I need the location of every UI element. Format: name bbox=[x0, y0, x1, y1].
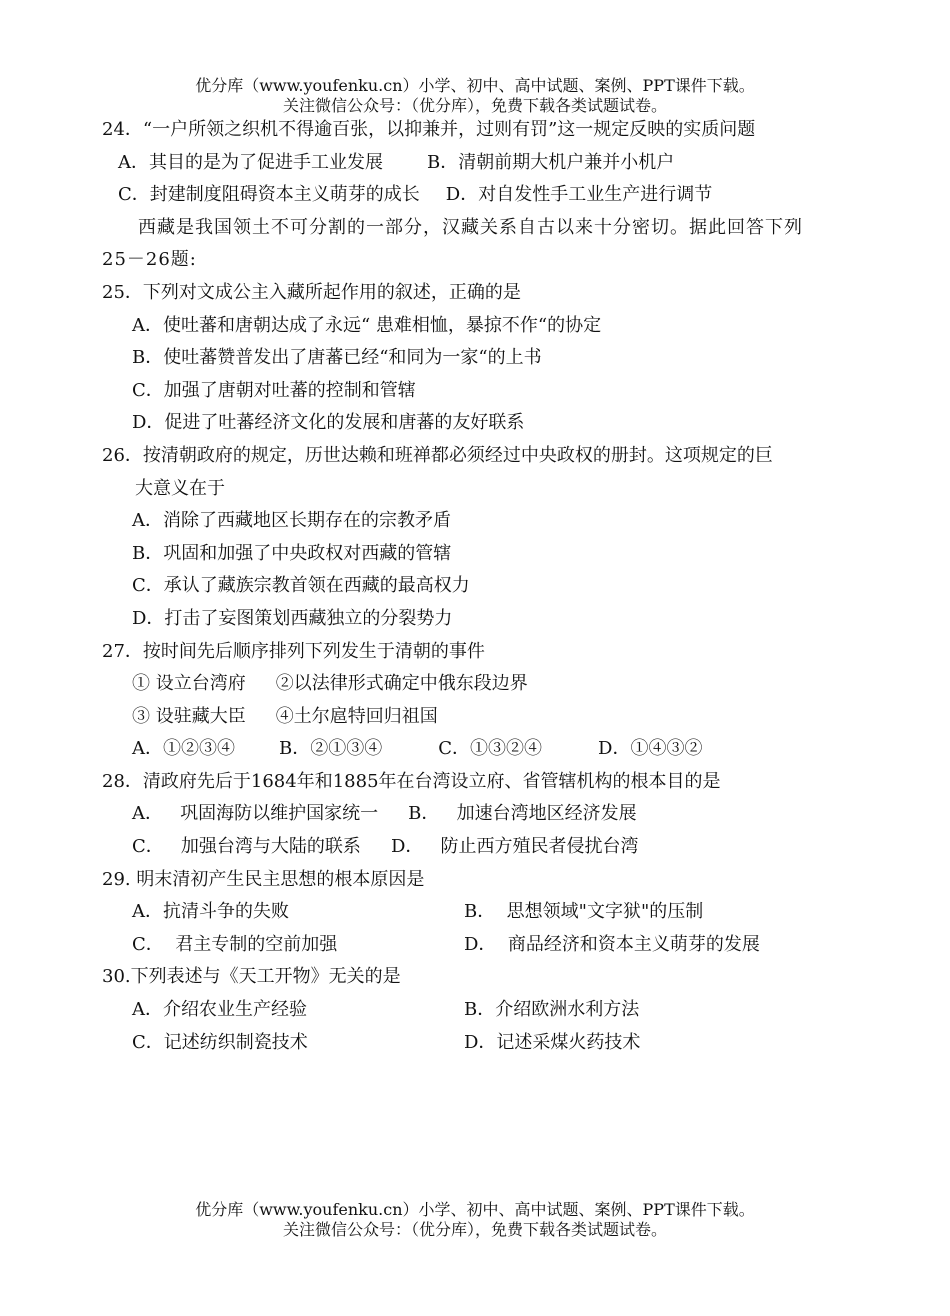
q27-option-d: D．①④③② bbox=[598, 738, 703, 760]
q29-options-cd bbox=[102, 929, 862, 962]
header-line-2: 关注微信公众号：（优分库），免费下载各类试题试卷。 bbox=[282, 96, 667, 115]
q30-option-a: A．介绍农业生产经验 bbox=[132, 999, 307, 1021]
q28-option-c: C． 加强台湾与大陆的联系 bbox=[132, 836, 361, 858]
q26-option-d: D．打击了妄图策划西藏独立的分裂势力 bbox=[132, 607, 453, 629]
header-line-1: 优分库（www.youfenku.cn）小学、初中、高中试题、案例、PPT课件下载。 bbox=[195, 76, 755, 95]
q29-option-a: A．抗清斗争的失败 bbox=[132, 901, 289, 923]
q30-options-cd bbox=[102, 1027, 862, 1060]
q24-option-d: D．对自发性手工业生产进行调节 bbox=[445, 184, 713, 206]
page-footer bbox=[0, 1200, 950, 1240]
q27-event-1: ① 设立台湾府 bbox=[132, 673, 246, 695]
q27-event-2: ②以法律形式确定中俄东段边界 bbox=[275, 673, 528, 695]
q27-option-c: C．①③②④ bbox=[438, 738, 543, 760]
q26-option-c: C．承认了藏族宗教首领在西藏的最高权力 bbox=[132, 575, 470, 597]
footer-line-2: 关注微信公众号：（优分库），免费下载各类试题试卷。 bbox=[282, 1220, 667, 1239]
q28-option-a: A． 巩固海防以维护国家统一 bbox=[132, 803, 379, 825]
q25-option-a: A．使吐蕃和唐朝达成了永远“ 患难相恤，暴掠不作“的协定 bbox=[132, 314, 602, 336]
q30-options-ab bbox=[102, 994, 862, 1027]
q25-option-c: C．加强了唐朝对吐蕃的控制和管辖 bbox=[132, 379, 416, 401]
q29-options-ab bbox=[102, 896, 862, 929]
q29-option-b: B． 思想领域"文字狱"的压制 bbox=[464, 901, 704, 923]
q28-option-d: D． 防止西方殖民者侵扰台湾 bbox=[390, 836, 639, 858]
q29-option-c: C． 君主专制的空前加强 bbox=[132, 933, 338, 955]
q26-option-a: A．消除了西藏地区长期存在的宗教矛盾 bbox=[132, 510, 451, 532]
q24-options-cd bbox=[102, 179, 862, 212]
q28-option-b: B． 加速台湾地区经济发展 bbox=[408, 803, 637, 825]
q28-options-ab bbox=[102, 798, 862, 831]
page-header bbox=[0, 76, 950, 116]
q27-options bbox=[102, 733, 862, 766]
intro-line-2: 25－26题: bbox=[102, 249, 197, 271]
q30-option-b: B．介绍欧洲水利方法 bbox=[464, 999, 640, 1021]
q27-event-4: ④土尔扈特回归祖国 bbox=[275, 705, 438, 727]
q29-option-d: D． 商品经济和资本主义萌芽的发展 bbox=[464, 933, 760, 955]
q26-option-b: B．巩固和加强了中央政权对西藏的管辖 bbox=[132, 542, 452, 564]
q30-option-c: C．记述纺织制瓷技术 bbox=[132, 1031, 308, 1053]
q26-stem: 26．按清朝政府的规定，历世达赖和班禅都必须经过中央政权的册封。这项规定的巨 bbox=[102, 444, 773, 466]
q29-stem: 29. 明末清初产生民主思想的根本原因是 bbox=[102, 868, 425, 890]
q27-event-3: ③ 设驻藏大臣 bbox=[132, 705, 246, 727]
q24-option-c: C．封建制度阻碍资本主义萌芽的成长 bbox=[118, 184, 420, 206]
q30-option-d: D．记述采煤火药技术 bbox=[464, 1031, 641, 1053]
q28-options-cd bbox=[102, 831, 862, 864]
q27-option-a: A．①②③④ bbox=[132, 738, 235, 760]
q24-option-a: A．其目的是为了促进手工业发展 bbox=[118, 151, 383, 173]
q25-option-b: B．使吐蕃赞普发出了唐蕃已经“和同为一家“的上书 bbox=[132, 347, 542, 369]
q25-stem: 25．下列对文成公主入藏所起作用的叙述，正确的是 bbox=[102, 281, 521, 303]
footer-line-1: 优分库（www.youfenku.cn）小学、初中、高中试题、案例、PPT课件下载。 bbox=[195, 1200, 755, 1219]
intro-line-1: 西藏是我国领土不可分割的一部分，汉藏关系自古以来十分密切。据此回答下列 bbox=[138, 216, 803, 238]
q28-stem: 28．清政府先后于1684年和1885年在台湾设立府、省管辖机构的根本目的是 bbox=[102, 770, 721, 792]
q25-option-d: D．促进了吐蕃经济文化的发展和唐蕃的友好联系 bbox=[132, 412, 525, 434]
q24-stem: 24．“一户所领之织机不得逾百张，以抑兼并，过则有罚”这一规定反映的实质问题 bbox=[102, 119, 756, 140]
q26-stem-continued: 大意义在于 bbox=[135, 477, 225, 499]
q27-option-b: B．②①③④ bbox=[279, 738, 383, 760]
q27-events-12 bbox=[102, 668, 862, 701]
q24-options-ab bbox=[102, 147, 862, 180]
q30-stem: 30.下列表述与《天工开物》无关的是 bbox=[102, 966, 401, 988]
q27-events-34 bbox=[102, 701, 862, 734]
exam-content bbox=[102, 114, 862, 1059]
q24-option-b: B．清朝前期大机户兼并小机户 bbox=[427, 151, 675, 173]
q27-stem: 27．按时间先后顺序排列下列发生于清朝的事件 bbox=[102, 640, 485, 662]
